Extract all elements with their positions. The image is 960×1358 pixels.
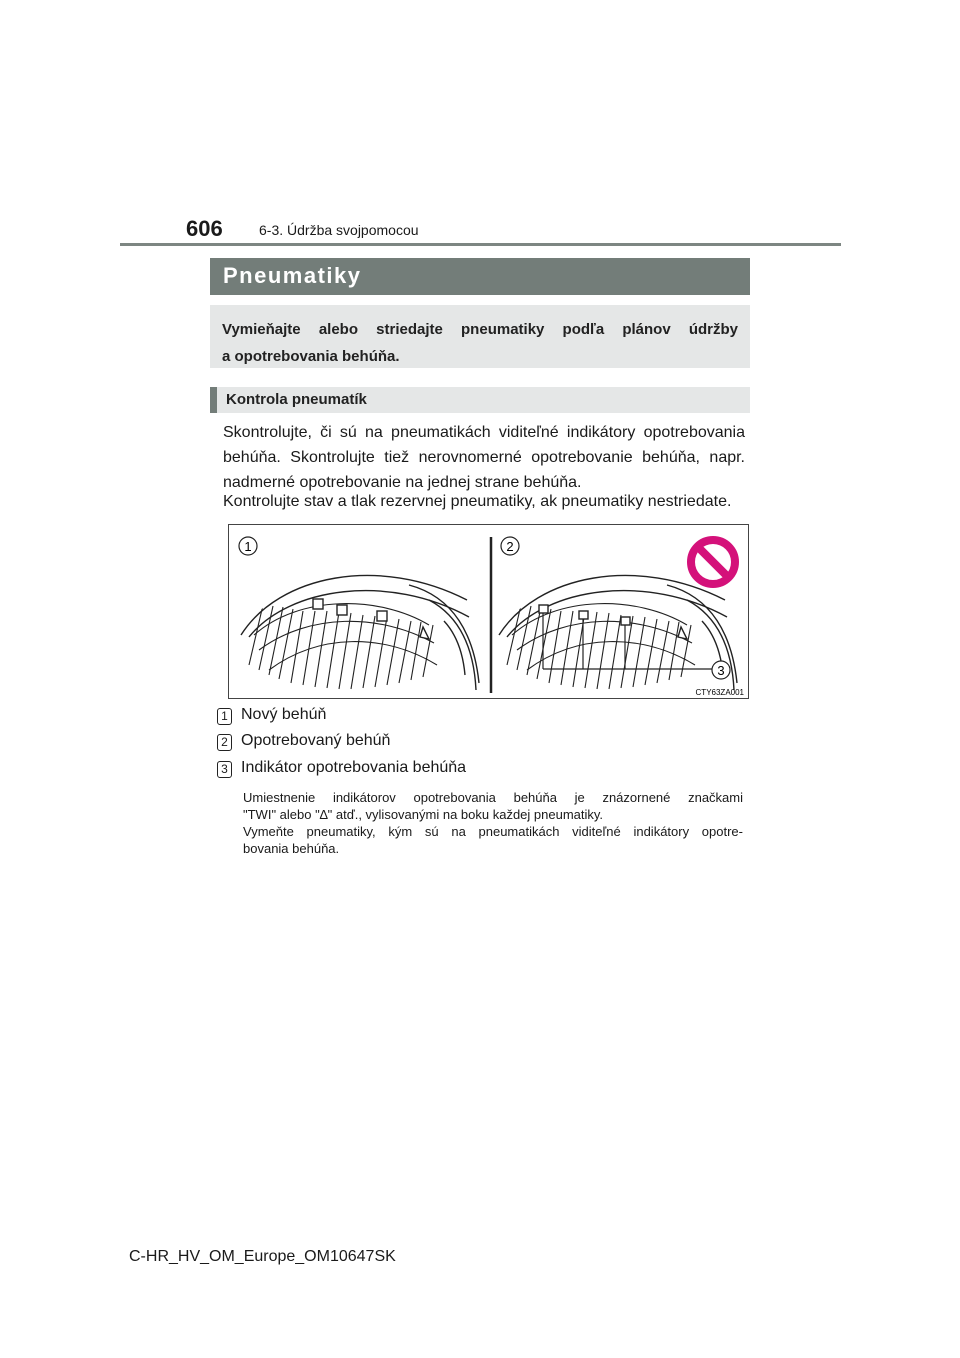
paragraph-spare-tire bbox=[223, 489, 745, 514]
legend-label: Opotrebovaný behúň bbox=[241, 732, 391, 749]
section-reference: 6-3. Údržba svojpomocou bbox=[259, 222, 419, 238]
callout-3 bbox=[712, 661, 730, 679]
new-tire-tread-illustration bbox=[241, 575, 479, 690]
legend-number: 2 bbox=[217, 734, 232, 751]
svg-text:1: 1 bbox=[244, 539, 252, 554]
callout-2 bbox=[501, 537, 519, 555]
svg-text:2: 2 bbox=[506, 539, 514, 554]
paragraph-line: nadmerné opotrebovanie na jednej strane behúňa. bbox=[223, 474, 582, 491]
intro-line-2: a opotrebovania behúňa. bbox=[222, 348, 400, 365]
prohibited-icon bbox=[691, 540, 735, 584]
figure-code: CTY63ZA001 bbox=[695, 688, 744, 697]
paragraph-tire-check bbox=[223, 420, 745, 495]
worn-tire-tread-illustration bbox=[499, 575, 737, 690]
callout-1 bbox=[239, 537, 257, 555]
note-text bbox=[243, 789, 743, 857]
note-line: "TWI" alebo "∆" atď., vylisovanými na boku každej pneumatiky. bbox=[243, 807, 604, 822]
page-title: Pneumatiky bbox=[223, 263, 362, 288]
subsection-heading: Kontrola pneumatík bbox=[210, 387, 750, 413]
note-line: Umiestnenie indikátorov opotrebovania behúňa je znázornené značkami bbox=[243, 790, 743, 805]
intro-line-1: Vymieňajte alebo striedajte pneumatiky podľa plánov údržby bbox=[222, 321, 738, 338]
note-line: Vymeňte pneumatiky, kým sú na pneumatikách viditeľné indikátory opotre- bbox=[243, 824, 743, 839]
svg-text:3: 3 bbox=[717, 663, 725, 678]
legend-number: 1 bbox=[217, 708, 232, 725]
legend-number: 3 bbox=[217, 761, 232, 778]
header-rule bbox=[120, 243, 841, 246]
legend-label: Nový behúň bbox=[241, 706, 327, 723]
intro-box bbox=[210, 305, 750, 368]
tire-figure bbox=[228, 524, 749, 699]
page-number: 606 bbox=[186, 216, 223, 241]
note-line: bovania behúňa. bbox=[243, 841, 340, 856]
footer-document-id: C-HR_HV_OM_Europe_OM10647SK bbox=[129, 1248, 396, 1265]
title-bar bbox=[210, 258, 750, 295]
paragraph-line: Kontrolujte stav a tlak rezervnej pneumatiky, ak pneumatiky nestriedate. bbox=[223, 493, 732, 510]
legend-label: Indikátor opotrebovania behúňa bbox=[241, 759, 467, 776]
paragraph-line: behúňa. Skontrolujte tiež nerovnomerné opotrebovanie behúňa, napr. bbox=[223, 449, 745, 466]
paragraph-line: Skontrolujte, či sú na pneumatikách viditeľné indikátory opotrebovania bbox=[223, 424, 745, 441]
